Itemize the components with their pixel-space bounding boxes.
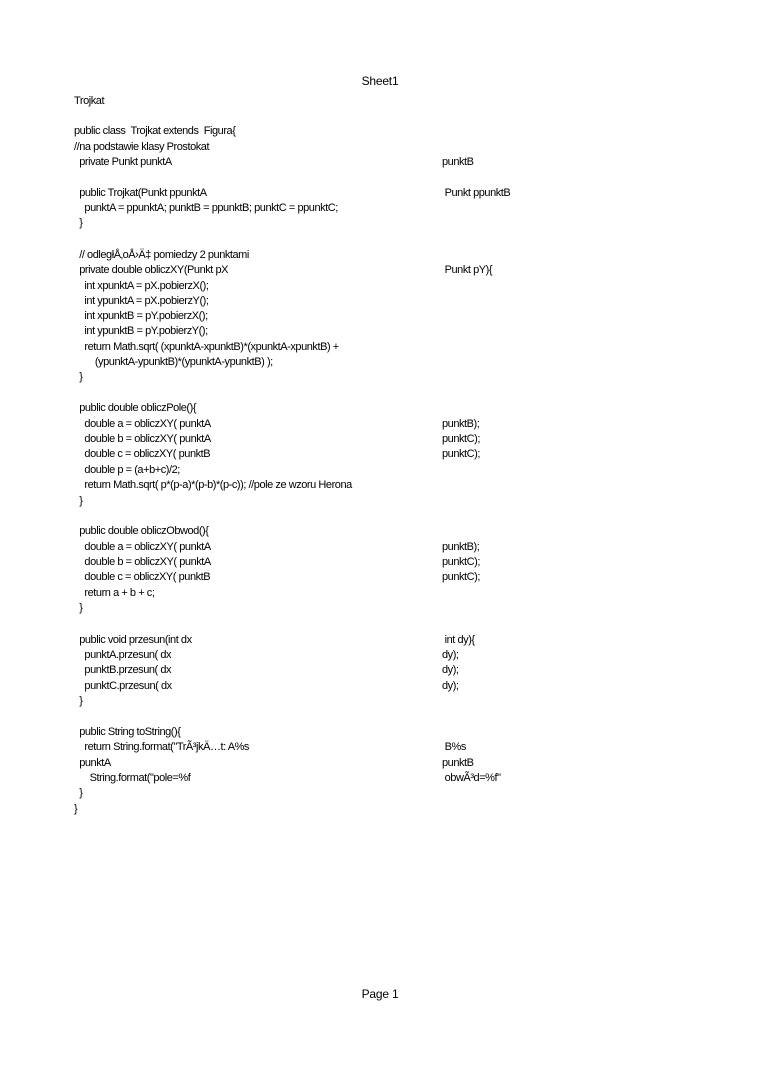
sheet-row: [0, 447, 760, 462]
sheet-row: [0, 309, 760, 324]
cell-column-a: return Math.sqrt( (xpunktA-xpunktB)*(xpunktA-xpunktB) +: [74, 341, 339, 353]
sheet-row: [0, 694, 760, 709]
cell-column-b: B%s: [442, 741, 466, 753]
sheet-row: [0, 186, 760, 201]
cell-column-a: }: [74, 495, 83, 507]
cell-column-a: int xpunktA = pX.pobierzX();: [74, 280, 209, 292]
sheet-row: [0, 570, 760, 585]
page-header-sheet-name: Sheet1: [361, 74, 399, 88]
cell-column-a: public Trojkat(Punkt ppunktA: [74, 187, 207, 199]
cell-column-b: dy);: [442, 664, 459, 676]
cell-column-a: Trojkat: [74, 95, 105, 107]
sheet-row: [0, 756, 760, 771]
cell-column-a: }: [74, 787, 83, 799]
cell-column-a: double a = obliczXY( punktA: [74, 541, 211, 553]
sheet-row: [0, 370, 760, 385]
cell-column-a: double b = obliczXY( punktA: [74, 433, 211, 445]
cell-column-a: return String.format("TrÃ³jkÄ…t: A%s: [74, 741, 249, 753]
cell-column-a: double b = obliczXY( punktA: [74, 556, 211, 568]
cell-column-a: public double obliczPole(){: [74, 402, 197, 414]
cell-column-a: private Punkt punktA: [74, 156, 172, 168]
sheet-row: [0, 140, 760, 155]
cell-column-b: dy);: [442, 649, 459, 661]
sheet-row: [0, 725, 760, 740]
cell-column-a: return a + b + c;: [74, 587, 155, 599]
sheet-row: [0, 201, 760, 216]
cell-column-a: public void przesun(int dx: [74, 634, 192, 646]
sheet-row: [0, 786, 760, 801]
cell-column-a: }: [74, 217, 83, 229]
cell-column-a: double c = obliczXY( punktB: [74, 448, 211, 460]
sheet-row: [0, 432, 760, 447]
sheet-row: [0, 802, 760, 817]
cell-column-b: Punkt pY){: [442, 264, 493, 276]
sheet-row: [0, 648, 760, 663]
cell-column-b: punktB);: [442, 418, 480, 430]
cell-column-a: }: [74, 695, 83, 707]
cell-column-b: obwÃ³d=%f": [442, 772, 501, 784]
cell-column-a: punktA: [74, 757, 111, 769]
sheet-row: [0, 355, 760, 370]
sheet-row: [0, 679, 760, 694]
sheet-row: [0, 155, 760, 170]
cell-column-a: int ypunktA = pX.pobierzY();: [74, 295, 209, 307]
cell-column-a: punktB.przesun( dx: [74, 664, 172, 676]
sheet-row: [0, 124, 760, 139]
sheet-row: [0, 524, 760, 539]
sheet-row: [0, 740, 760, 755]
cell-column-b: punktB);: [442, 541, 480, 553]
page-footer-page-number: Page 1: [361, 987, 399, 1001]
sheet-row: [0, 494, 760, 509]
sheet-row: [0, 248, 760, 263]
cell-column-a: punktA.przesun( dx: [74, 649, 172, 661]
sheet-row: [0, 279, 760, 294]
sheet-row: [0, 478, 760, 493]
cell-column-a: }: [74, 602, 83, 614]
cell-column-a: return Math.sqrt( p*(p-a)*(p-b)*(p-c)); //pole ze wzoru Herona: [74, 479, 352, 491]
cell-column-a: public class Trojkat extends Figura{: [74, 125, 236, 137]
cell-column-a: // odległÅ‚oÅ›Ä‡ pomiedzy 2 punktami: [74, 249, 249, 261]
sheet-row: [0, 340, 760, 355]
cell-column-b: punktB: [442, 156, 474, 168]
cell-column-a: int xpunktB = pY.pobierzX();: [74, 310, 208, 322]
sheet-row: [0, 586, 760, 601]
sheet-row: [0, 94, 760, 109]
cell-column-a: double p = (a+b+c)/2;: [74, 464, 180, 476]
cell-column-a: //na podstawie klasy Prostokat: [74, 141, 210, 153]
cell-column-b: punktC);: [442, 448, 480, 460]
cell-column-a: (ypunktA-ypunktB)*(ypunktA-ypunktB) );: [74, 356, 273, 368]
sheet-row: [0, 633, 760, 648]
cell-column-a: punktA = ppunktA; punktB = ppunktB; punktC = ppunktC;: [74, 202, 338, 214]
cell-column-a: public double obliczObwod(){: [74, 525, 209, 537]
cell-column-b: punktB: [442, 757, 474, 769]
cell-column-b: punktC);: [442, 433, 480, 445]
cell-column-b: Punkt ppunktB: [442, 187, 511, 199]
sheet-row: [0, 555, 760, 570]
cell-column-a: }: [74, 371, 83, 383]
sheet-row: [0, 540, 760, 555]
sheet-row: [0, 463, 760, 478]
sheet-row: [0, 401, 760, 416]
cell-column-a: int ypunktB = pY.pobierzY();: [74, 325, 208, 337]
sheet-row: [0, 294, 760, 309]
cell-column-a: double c = obliczXY( punktB: [74, 571, 211, 583]
cell-column-b: punktC);: [442, 556, 480, 568]
sheet-row: [0, 324, 760, 339]
sheet-row: [0, 216, 760, 231]
sheet-row: [0, 601, 760, 616]
cell-column-a: String.format("pole=%f: [74, 772, 191, 784]
cell-column-b: dy);: [442, 680, 459, 692]
cell-column-a: punktC.przesun( dx: [74, 680, 172, 692]
cell-column-b: punktC);: [442, 571, 480, 583]
sheet-row: [0, 263, 760, 278]
cell-column-a: }: [74, 803, 78, 815]
sheet-row: [0, 771, 760, 786]
cell-column-a: private double obliczXY(Punkt pX: [74, 264, 229, 276]
cell-column-a: double a = obliczXY( punktA: [74, 418, 211, 430]
sheet-row: [0, 663, 760, 678]
cell-column-b: int dy){: [442, 634, 475, 646]
sheet-row: [0, 417, 760, 432]
cell-column-a: public String toString(){: [74, 726, 181, 738]
